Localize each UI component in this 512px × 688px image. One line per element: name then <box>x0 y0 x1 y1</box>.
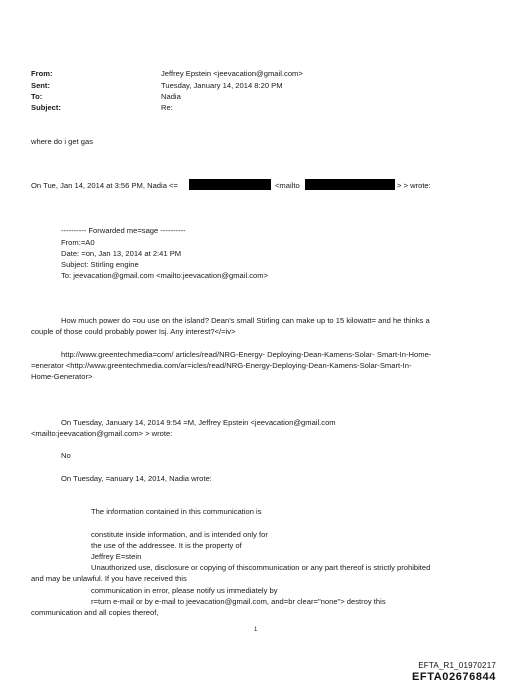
from-value: Jeffrey Epstein <jeevacation@gmail.com> <box>161 69 303 78</box>
link-line-1: http://www.greentechmedia=com/ articles/read/NRG-Energy- Deploying-Dean-Kamens-Solar- Smart-In-Home- <box>61 350 432 359</box>
page-number: 1 <box>254 627 258 633</box>
reply-no: No <box>61 451 71 460</box>
from-label: From: <box>31 69 53 78</box>
forwarded-line: ---------- Forwarded me=sage ---------- <box>61 226 186 235</box>
redaction-block <box>189 179 271 190</box>
disclaimer-line: and may be unlawful. If you have received this <box>31 574 187 583</box>
fwd-to: To: jeevacation@gmail.com <mailto:jeevacation@gmail.com> <box>61 271 269 280</box>
question-text: where do i get gas <box>31 137 94 146</box>
message-line-2: couple of those could probably power Isj. Any interest?</=iv> <box>31 327 236 336</box>
to-value: Nadia <box>161 92 181 101</box>
redaction-block <box>305 179 395 190</box>
fwd-from: From:=A0 <box>61 238 95 247</box>
message-line-1: How much power do =ou use on the island? Dean's small Stirling can make up to 15 kilowatt= and he thinks a <box>61 316 430 325</box>
sent-value: Tuesday, January 14, 2014 8:20 PM <box>161 81 283 90</box>
subject-value: Re: <box>161 103 173 112</box>
disclaimer-line: The information contained in this communication is <box>91 507 262 516</box>
link-line-3: Home-Generator> <box>31 372 93 381</box>
link-line-2: =enerator <http://www.greentechmedia.com/ar=icles/read/NRG-Energy-Deploying-Dean-Kamens-Solar-Smart-In- <box>31 361 412 370</box>
disclaimer-line: communication in error, please notify us immediately by <box>91 586 278 595</box>
efta-id-large: EFTA02676844 <box>411 671 496 683</box>
disclaimer-line: constitute inside information, and is intended only for <box>91 530 268 539</box>
quote3-line: On Tuesday, =anuary 14, 2014, Nadia wrote: <box>61 474 212 483</box>
disclaimer-line: communication and all copies thereof, <box>31 608 159 617</box>
disclaimer-line: Unauthorized use, disclosure or copying of thiscommunication or any part thereof is strictly prohibited <box>91 563 431 572</box>
disclaimer-line: Jeffrey E=stein <box>91 552 142 561</box>
quote1-part1: On Tue, Jan 14, 2014 at 3:56 PM, Nadia <= <box>31 181 178 190</box>
efta-id-small: EFTA_R1_01970217 <box>418 661 496 670</box>
quote2-line-2: <mailto:jeevacation@gmail.com> > wrote: <box>31 429 173 438</box>
fwd-date: Date: =on, Jan 13, 2014 at 2:41 PM <box>61 249 182 258</box>
disclaimer-line: r=turn e-mail or by e-mail to jeevacation@gmail.com, and=br clear="none"> destroy this <box>91 597 386 606</box>
quote2-line-1: On Tuesday, January 14, 2014 9:54 =M, Jeffrey Epstein <jeevacation@gmail.com <box>61 418 336 427</box>
quote1-part2: <mailto <box>275 181 300 190</box>
disclaimer-line: the use of the addressee. It is the property of <box>91 541 242 550</box>
quote1-part3: > > wrote: <box>397 181 431 190</box>
to-label: To: <box>31 92 43 101</box>
sent-label: Sent: <box>31 81 50 90</box>
subject-label: Subject: <box>31 103 61 112</box>
fwd-subject: Subject: Stirling engine <box>61 260 139 269</box>
